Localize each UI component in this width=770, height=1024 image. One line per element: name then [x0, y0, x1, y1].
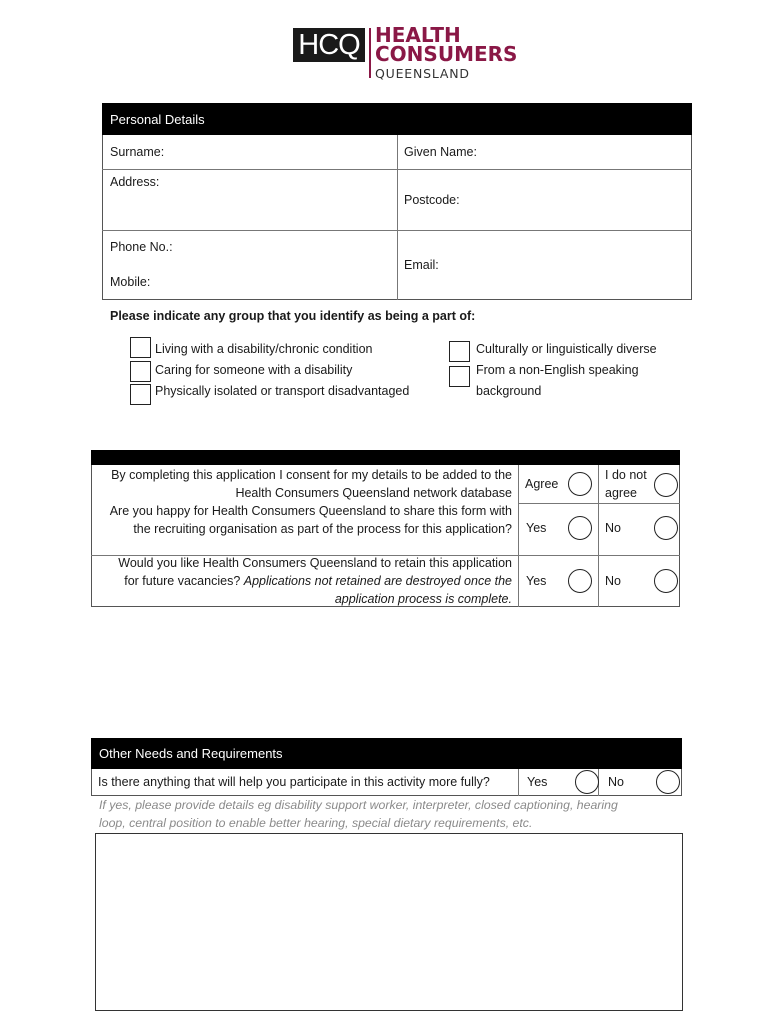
needs-yes-label: Yes	[527, 775, 548, 789]
personal-divider-row2	[102, 230, 692, 231]
personal-details-header	[102, 103, 692, 135]
share-yes-radio[interactable]	[568, 516, 592, 540]
mobile-field[interactable]: Mobile:	[110, 275, 151, 289]
consent-divider-question	[518, 465, 519, 607]
consent-q1-line2: Health Consumers Queensland network database	[235, 486, 512, 500]
retain-yes-radio[interactable]	[568, 569, 592, 593]
address-field[interactable]: Address:	[110, 175, 160, 189]
checkbox-nesb[interactable]	[449, 366, 470, 387]
logo-divider	[369, 28, 371, 78]
retain-no-radio[interactable]	[654, 569, 678, 593]
checkbox-carer[interactable]	[130, 361, 151, 382]
needs-question: Is there anything that will help you participate in this activity more fully?	[98, 775, 490, 789]
group-label-carer: Caring for someone with a disability	[155, 363, 353, 377]
personal-details-title: Personal Details	[110, 111, 205, 127]
consent-q2-line2: the recruiting organisation as part of the process for this application?	[133, 522, 512, 536]
hcq-logo-mark: HCQ	[293, 28, 365, 62]
consent-q3-note: Applications not retained are destroyed once the	[243, 574, 512, 588]
needs-header	[91, 738, 682, 769]
logo-text-consumers: CONSUMERS	[375, 42, 518, 66]
consent-agree-label: Agree	[525, 477, 559, 491]
needs-hint-line1: If yes, please provide details eg disability support worker, interpreter, closed captioning, hearing	[99, 798, 618, 812]
surname-field[interactable]: Surname:	[110, 145, 165, 159]
consent-disagree-label-1: I do not	[605, 468, 647, 482]
groups-prompt: Please indicate any group that you identify as being a part of:	[110, 309, 476, 323]
checkbox-cald[interactable]	[449, 341, 470, 362]
group-label-disability: Living with a disability/chronic condition	[155, 342, 373, 356]
group-label-nesb-cont: background	[476, 384, 542, 398]
personal-divider-vertical	[397, 135, 398, 300]
needs-divider-1	[518, 769, 519, 796]
postcode-field[interactable]: Postcode:	[404, 193, 460, 207]
phone-field[interactable]: Phone No.:	[110, 240, 173, 254]
consent-disagree-radio[interactable]	[654, 473, 678, 497]
consent-q2-line1: Are you happy for Health Consumers Queensland to share this form with	[109, 504, 512, 518]
consent-disagree-label-2: agree	[605, 486, 637, 500]
consent-q3-question: for future vacancies?	[124, 574, 241, 588]
checkbox-isolated[interactable]	[130, 384, 151, 405]
consent-divider-row1	[518, 503, 680, 504]
group-label-cald: Culturally or linguistically diverse	[476, 342, 657, 356]
consent-q3-line2	[124, 574, 512, 588]
consent-q1-line1: By completing this application I consent for my details to be added to the	[111, 468, 512, 482]
logo-text-queensland: QUEENSLAND	[375, 66, 470, 81]
personal-divider-row1	[102, 169, 692, 170]
group-label-isolated: Physically isolated or transport disadvantaged	[155, 384, 410, 398]
consent-agree-radio[interactable]	[568, 472, 592, 496]
share-no-radio[interactable]	[654, 516, 678, 540]
given-name-field[interactable]: Given Name:	[404, 145, 477, 159]
needs-hint-line2: loop, central position to enable better hearing, special dietary requirements, etc.	[99, 816, 533, 830]
retain-yes-label: Yes	[526, 574, 547, 588]
checkbox-disability[interactable]	[130, 337, 151, 358]
needs-details-textarea[interactable]	[95, 833, 683, 1011]
consent-divider-answer	[598, 465, 599, 607]
group-label-nesb: From a non-English speaking	[476, 363, 639, 377]
email-field[interactable]: Email:	[404, 258, 439, 272]
share-no-label: No	[605, 521, 621, 535]
consent-q3-line3: application process is complete.	[334, 592, 512, 606]
consent-header-bar	[91, 450, 680, 465]
needs-no-radio[interactable]	[656, 770, 680, 794]
consent-q3-line1: Would you like Health Consumers Queensland to retain this application	[118, 556, 512, 570]
share-yes-label: Yes	[526, 521, 547, 535]
logo-text-health: HEALTH	[375, 23, 461, 47]
needs-no-label: No	[608, 775, 624, 789]
needs-title: Other Needs and Requirements	[99, 746, 283, 761]
retain-no-label: No	[605, 574, 621, 588]
needs-yes-radio[interactable]	[575, 770, 599, 794]
